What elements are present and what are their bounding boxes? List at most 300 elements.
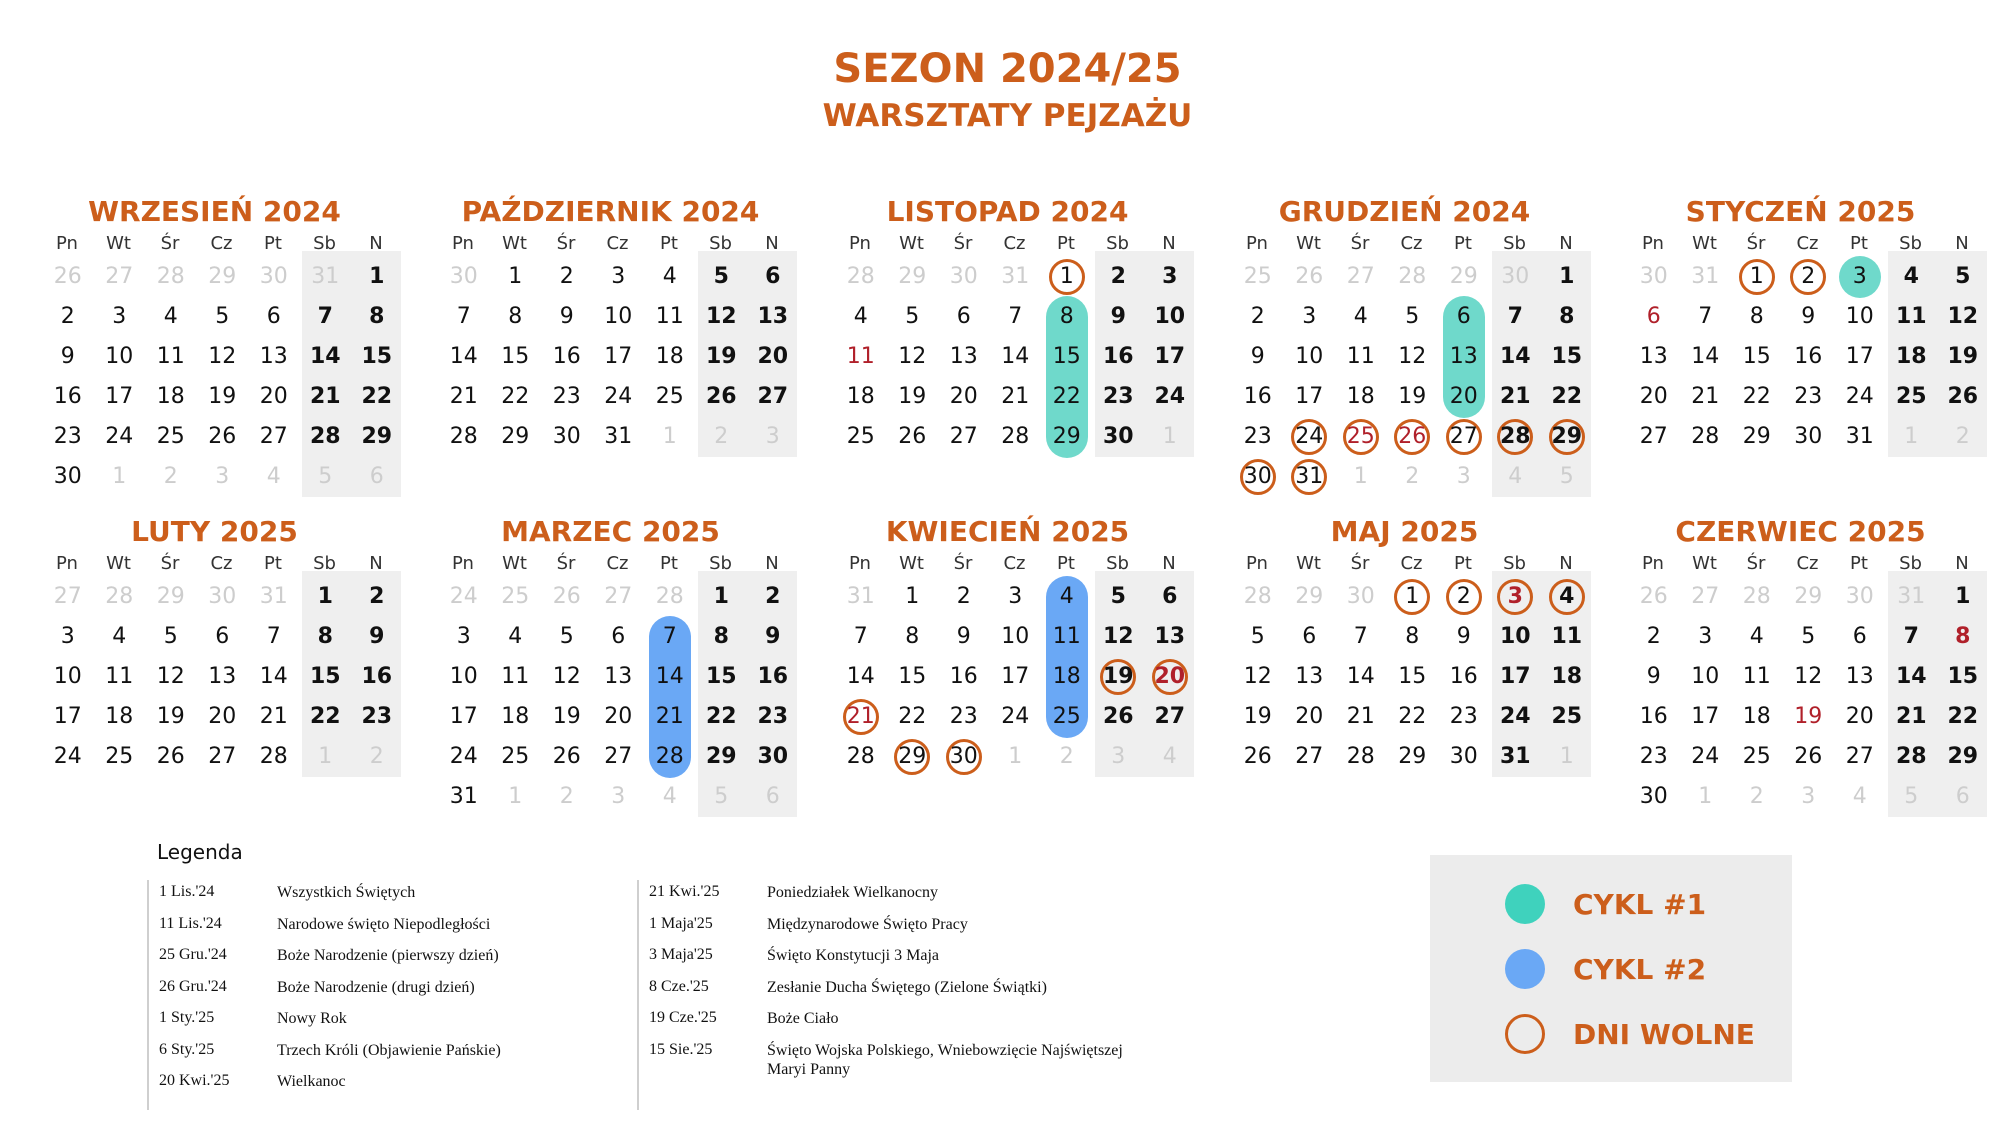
day-cell[interactable]: 24: [1154, 384, 1186, 409]
day-cell[interactable]: 8: [1405, 624, 1420, 649]
day-cell[interactable]: 25: [1243, 264, 1272, 289]
day-cell[interactable]: 17: [105, 384, 134, 409]
day-cell[interactable]: 4: [662, 784, 677, 809]
day-cell[interactable]: 28: [846, 744, 875, 769]
day-cell[interactable]: 18: [1742, 704, 1771, 729]
day-cell[interactable]: 10: [1845, 304, 1874, 329]
day-cell[interactable]: 1: [318, 744, 333, 769]
day-cell[interactable]: 21: [1001, 384, 1030, 409]
day-cell[interactable]: 31: [259, 584, 288, 609]
day-cell[interactable]: 21: [1691, 384, 1720, 409]
day-cell[interactable]: 8: [905, 624, 920, 649]
day-cell[interactable]: 1: [1698, 784, 1713, 809]
day-cell[interactable]: 2: [1110, 264, 1126, 289]
day-cell[interactable]: 16: [361, 664, 393, 689]
day-cell[interactable]: 1: [508, 264, 523, 289]
day-cell[interactable]: 27: [259, 424, 288, 449]
day-cell[interactable]: 6: [1302, 624, 1317, 649]
day-cell[interactable]: 6: [611, 624, 626, 649]
day-cell[interactable]: 2: [1646, 624, 1661, 649]
day-cell[interactable]: 30: [53, 464, 82, 489]
day-cell[interactable]: 28: [105, 584, 134, 609]
day-cell[interactable]: 27: [1449, 424, 1478, 449]
day-cell[interactable]: 16: [53, 384, 82, 409]
day-cell[interactable]: 10: [1001, 624, 1030, 649]
day-cell[interactable]: 21: [309, 384, 341, 409]
day-cell[interactable]: 1: [713, 584, 729, 609]
day-cell[interactable]: 30: [757, 744, 789, 769]
day-cell[interactable]: 20: [757, 344, 789, 369]
day-cell[interactable]: 26: [1102, 704, 1134, 729]
day-cell[interactable]: 18: [1551, 664, 1583, 689]
day-cell[interactable]: 6: [1852, 624, 1867, 649]
day-cell[interactable]: 18: [655, 344, 684, 369]
day-cell[interactable]: 4: [1162, 744, 1177, 769]
day-cell[interactable]: 22: [1742, 384, 1771, 409]
day-cell[interactable]: 22: [1947, 704, 1979, 729]
day-cell[interactable]: 6: [765, 264, 781, 289]
day-cell[interactable]: 1: [1955, 584, 1971, 609]
day-cell[interactable]: 20: [949, 384, 978, 409]
day-cell[interactable]: 15: [309, 664, 341, 689]
day-cell[interactable]: 16: [757, 664, 789, 689]
day-cell[interactable]: 28: [309, 424, 341, 449]
day-cell[interactable]: 23: [757, 704, 789, 729]
day-cell[interactable]: 19: [1794, 704, 1823, 729]
day-cell[interactable]: 23: [53, 424, 82, 449]
day-cell[interactable]: 26: [552, 744, 581, 769]
day-cell[interactable]: 6: [956, 304, 971, 329]
day-cell[interactable]: 20: [208, 704, 237, 729]
day-cell[interactable]: 26: [53, 264, 82, 289]
day-cell[interactable]: 2: [1059, 744, 1074, 769]
day-cell[interactable]: 7: [1698, 304, 1713, 329]
day-cell[interactable]: 14: [1346, 664, 1375, 689]
day-cell[interactable]: 20: [1449, 384, 1478, 409]
day-cell[interactable]: 5: [215, 304, 230, 329]
day-cell[interactable]: 3: [1008, 584, 1023, 609]
day-cell[interactable]: 11: [1895, 304, 1927, 329]
day-cell[interactable]: 30: [949, 264, 978, 289]
day-cell[interactable]: 25: [655, 384, 684, 409]
day-cell[interactable]: 30: [1794, 424, 1823, 449]
day-cell[interactable]: 23: [1639, 744, 1668, 769]
day-cell[interactable]: 26: [1639, 584, 1668, 609]
day-cell[interactable]: 6: [1646, 304, 1661, 329]
day-cell[interactable]: 11: [1551, 624, 1583, 649]
day-cell[interactable]: 10: [1154, 304, 1186, 329]
day-cell[interactable]: 12: [552, 664, 581, 689]
day-cell[interactable]: 19: [552, 704, 581, 729]
day-cell[interactable]: 17: [449, 704, 478, 729]
day-cell[interactable]: 21: [1346, 704, 1375, 729]
day-cell[interactable]: 15: [1947, 664, 1979, 689]
day-cell[interactable]: 12: [1794, 664, 1823, 689]
day-cell[interactable]: 12: [705, 304, 737, 329]
day-cell[interactable]: 22: [361, 384, 393, 409]
day-cell[interactable]: 19: [156, 704, 185, 729]
day-cell[interactable]: 21: [1895, 704, 1927, 729]
day-cell[interactable]: 1: [1559, 264, 1575, 289]
day-cell[interactable]: 1: [905, 584, 920, 609]
day-cell[interactable]: 25: [501, 584, 530, 609]
day-cell[interactable]: 2: [1456, 584, 1471, 609]
day-cell[interactable]: 18: [1052, 664, 1081, 689]
day-cell[interactable]: 30: [1449, 744, 1478, 769]
day-cell[interactable]: 4: [1749, 624, 1764, 649]
day-cell[interactable]: 2: [1955, 424, 1970, 449]
day-cell[interactable]: 8: [713, 624, 729, 649]
day-cell[interactable]: 18: [1346, 384, 1375, 409]
day-cell[interactable]: 29: [501, 424, 530, 449]
day-cell[interactable]: 8: [369, 304, 385, 329]
day-cell[interactable]: 25: [1346, 424, 1375, 449]
day-cell[interactable]: 28: [655, 584, 684, 609]
day-cell[interactable]: 5: [1110, 584, 1126, 609]
day-cell[interactable]: 9: [369, 624, 385, 649]
day-cell[interactable]: 27: [105, 264, 134, 289]
day-cell[interactable]: 13: [949, 344, 978, 369]
day-cell[interactable]: 9: [1110, 304, 1126, 329]
day-cell[interactable]: 25: [1742, 744, 1771, 769]
day-cell[interactable]: 20: [1639, 384, 1668, 409]
day-cell[interactable]: 16: [1243, 384, 1272, 409]
day-cell[interactable]: 5: [1801, 624, 1816, 649]
day-cell[interactable]: 25: [1895, 384, 1927, 409]
day-cell[interactable]: 7: [456, 304, 471, 329]
day-cell[interactable]: 28: [1895, 744, 1927, 769]
day-cell[interactable]: 22: [898, 704, 927, 729]
day-cell[interactable]: 26: [1794, 744, 1823, 769]
day-cell[interactable]: 4: [1559, 584, 1575, 609]
day-cell[interactable]: 16: [552, 344, 581, 369]
day-cell[interactable]: 28: [846, 264, 875, 289]
day-cell[interactable]: 10: [1691, 664, 1720, 689]
day-cell[interactable]: 30: [1243, 464, 1272, 489]
day-cell[interactable]: 20: [1295, 704, 1324, 729]
day-cell[interactable]: 5: [1955, 264, 1971, 289]
day-cell[interactable]: 17: [604, 344, 633, 369]
day-cell[interactable]: 2: [369, 744, 384, 769]
day-cell[interactable]: 14: [1499, 344, 1531, 369]
day-cell[interactable]: 17: [1295, 384, 1324, 409]
day-cell[interactable]: 11: [156, 344, 185, 369]
day-cell[interactable]: 15: [361, 344, 393, 369]
day-cell[interactable]: 29: [898, 264, 927, 289]
day-cell[interactable]: 3: [611, 264, 626, 289]
day-cell[interactable]: 1: [1059, 264, 1074, 289]
day-cell[interactable]: 6: [1456, 304, 1471, 329]
day-cell[interactable]: 26: [1947, 384, 1979, 409]
day-cell[interactable]: 1: [1353, 464, 1368, 489]
day-cell[interactable]: 5: [714, 784, 729, 809]
day-cell[interactable]: 12: [1947, 304, 1979, 329]
day-cell[interactable]: 21: [449, 384, 478, 409]
day-cell[interactable]: 28: [1346, 744, 1375, 769]
day-cell[interactable]: 26: [898, 424, 927, 449]
day-cell[interactable]: 1: [1405, 584, 1420, 609]
day-cell[interactable]: 10: [1499, 624, 1531, 649]
day-cell[interactable]: 1: [508, 784, 523, 809]
day-cell[interactable]: 18: [1895, 344, 1927, 369]
day-cell[interactable]: 7: [853, 624, 868, 649]
day-cell[interactable]: 30: [1845, 584, 1874, 609]
day-cell[interactable]: 7: [266, 624, 281, 649]
day-cell[interactable]: 30: [259, 264, 288, 289]
day-cell[interactable]: 8: [1955, 624, 1971, 649]
day-cell[interactable]: 27: [949, 424, 978, 449]
day-cell[interactable]: 16: [1449, 664, 1478, 689]
day-cell[interactable]: 31: [1499, 744, 1531, 769]
day-cell[interactable]: 19: [1398, 384, 1427, 409]
day-cell[interactable]: 29: [1398, 744, 1427, 769]
day-cell[interactable]: 27: [1295, 744, 1324, 769]
day-cell[interactable]: 25: [1052, 704, 1081, 729]
day-cell[interactable]: 28: [1742, 584, 1771, 609]
day-cell[interactable]: 22: [1398, 704, 1427, 729]
day-cell[interactable]: 3: [112, 304, 127, 329]
day-cell[interactable]: 1: [1559, 744, 1574, 769]
day-cell[interactable]: 29: [1947, 744, 1979, 769]
day-cell[interactable]: 13: [1295, 664, 1324, 689]
day-cell[interactable]: 12: [898, 344, 927, 369]
day-cell[interactable]: 27: [208, 744, 237, 769]
day-cell[interactable]: 10: [604, 304, 633, 329]
day-cell[interactable]: 2: [559, 264, 574, 289]
day-cell[interactable]: 28: [1499, 424, 1531, 449]
day-cell[interactable]: 2: [1749, 784, 1764, 809]
day-cell[interactable]: 2: [1250, 304, 1265, 329]
day-cell[interactable]: 16: [1102, 344, 1134, 369]
day-cell[interactable]: 25: [846, 424, 875, 449]
day-cell[interactable]: 16: [949, 664, 978, 689]
day-cell[interactable]: 20: [604, 704, 633, 729]
day-cell[interactable]: 9: [1646, 664, 1661, 689]
day-cell[interactable]: 3: [1507, 584, 1523, 609]
day-cell[interactable]: 30: [1346, 584, 1375, 609]
day-cell[interactable]: 4: [853, 304, 868, 329]
day-cell[interactable]: 27: [1154, 704, 1186, 729]
day-cell[interactable]: 3: [215, 464, 230, 489]
day-cell[interactable]: 11: [501, 664, 530, 689]
day-cell[interactable]: 27: [1346, 264, 1375, 289]
day-cell[interactable]: 4: [1508, 464, 1523, 489]
day-cell[interactable]: 2: [559, 784, 574, 809]
day-cell[interactable]: 13: [604, 664, 633, 689]
day-cell[interactable]: 1: [112, 464, 127, 489]
day-cell[interactable]: 8: [1559, 304, 1575, 329]
day-cell[interactable]: 18: [501, 704, 530, 729]
day-cell[interactable]: 19: [1243, 704, 1272, 729]
day-cell[interactable]: 21: [655, 704, 684, 729]
day-cell[interactable]: 11: [1742, 664, 1771, 689]
day-cell[interactable]: 24: [105, 424, 134, 449]
day-cell[interactable]: 30: [449, 264, 478, 289]
day-cell[interactable]: 9: [60, 344, 75, 369]
day-cell[interactable]: 13: [208, 664, 237, 689]
day-cell[interactable]: 28: [1398, 264, 1427, 289]
day-cell[interactable]: 21: [846, 704, 875, 729]
day-cell[interactable]: 4: [163, 304, 178, 329]
day-cell[interactable]: 28: [449, 424, 478, 449]
day-cell[interactable]: 23: [1794, 384, 1823, 409]
day-cell[interactable]: 26: [208, 424, 237, 449]
day-cell[interactable]: 14: [259, 664, 288, 689]
day-cell[interactable]: 24: [1845, 384, 1874, 409]
day-cell[interactable]: 4: [1852, 784, 1867, 809]
day-cell[interactable]: 4: [1903, 264, 1919, 289]
day-cell[interactable]: 27: [1845, 744, 1874, 769]
day-cell[interactable]: 19: [1102, 664, 1134, 689]
day-cell[interactable]: 30: [1102, 424, 1134, 449]
day-cell[interactable]: 28: [1243, 584, 1272, 609]
day-cell[interactable]: 30: [1639, 784, 1668, 809]
day-cell[interactable]: 30: [949, 744, 978, 769]
day-cell[interactable]: 6: [765, 784, 780, 809]
day-cell[interactable]: 13: [757, 304, 789, 329]
day-cell[interactable]: 26: [1243, 744, 1272, 769]
day-cell[interactable]: 6: [266, 304, 281, 329]
day-cell[interactable]: 2: [1801, 264, 1816, 289]
day-cell[interactable]: 7: [1353, 624, 1368, 649]
day-cell[interactable]: 27: [1639, 424, 1668, 449]
day-cell[interactable]: 7: [317, 304, 333, 329]
day-cell[interactable]: 1: [1904, 424, 1919, 449]
day-cell[interactable]: 5: [559, 624, 574, 649]
day-cell[interactable]: 7: [1008, 304, 1023, 329]
day-cell[interactable]: 16: [1794, 344, 1823, 369]
day-cell[interactable]: 3: [1801, 784, 1816, 809]
day-cell[interactable]: 28: [1001, 424, 1030, 449]
day-cell[interactable]: 19: [1947, 344, 1979, 369]
day-cell[interactable]: 25: [156, 424, 185, 449]
day-cell[interactable]: 28: [1691, 424, 1720, 449]
day-cell[interactable]: 26: [1295, 264, 1324, 289]
day-cell[interactable]: 26: [705, 384, 737, 409]
day-cell[interactable]: 9: [765, 624, 781, 649]
day-cell[interactable]: 14: [846, 664, 875, 689]
day-cell[interactable]: 25: [501, 744, 530, 769]
day-cell[interactable]: 29: [1449, 264, 1478, 289]
day-cell[interactable]: 1: [369, 264, 385, 289]
day-cell[interactable]: 15: [1052, 344, 1081, 369]
day-cell[interactable]: 23: [1243, 424, 1272, 449]
day-cell[interactable]: 4: [1059, 584, 1074, 609]
day-cell[interactable]: 31: [1691, 264, 1720, 289]
day-cell[interactable]: 1: [1749, 264, 1764, 289]
day-cell[interactable]: 17: [1845, 344, 1874, 369]
day-cell[interactable]: 29: [208, 264, 237, 289]
day-cell[interactable]: 16: [1639, 704, 1668, 729]
day-cell[interactable]: 13: [259, 344, 288, 369]
day-cell[interactable]: 15: [898, 664, 927, 689]
day-cell[interactable]: 9: [1250, 344, 1265, 369]
day-cell[interactable]: 2: [60, 304, 75, 329]
day-cell[interactable]: 24: [1295, 424, 1324, 449]
day-cell[interactable]: 15: [1742, 344, 1771, 369]
day-cell[interactable]: 7: [662, 624, 677, 649]
day-cell[interactable]: 22: [309, 704, 341, 729]
day-cell[interactable]: 28: [156, 264, 185, 289]
day-cell[interactable]: 13: [1845, 664, 1874, 689]
day-cell[interactable]: 3: [1162, 264, 1178, 289]
day-cell[interactable]: 15: [1398, 664, 1427, 689]
day-cell[interactable]: 14: [309, 344, 341, 369]
day-cell[interactable]: 2: [956, 584, 971, 609]
day-cell[interactable]: 11: [846, 344, 875, 369]
day-cell[interactable]: 4: [266, 464, 281, 489]
day-cell[interactable]: 11: [1346, 344, 1375, 369]
day-cell[interactable]: 24: [1499, 704, 1531, 729]
day-cell[interactable]: 24: [53, 744, 82, 769]
day-cell[interactable]: 10: [1295, 344, 1324, 369]
day-cell[interactable]: 11: [105, 664, 134, 689]
day-cell[interactable]: 6: [369, 464, 384, 489]
day-cell[interactable]: 18: [156, 384, 185, 409]
day-cell[interactable]: 20: [259, 384, 288, 409]
day-cell[interactable]: 4: [1353, 304, 1368, 329]
day-cell[interactable]: 2: [369, 584, 385, 609]
day-cell[interactable]: 23: [949, 704, 978, 729]
day-cell[interactable]: 15: [705, 664, 737, 689]
day-cell[interactable]: 21: [259, 704, 288, 729]
day-cell[interactable]: 9: [956, 624, 971, 649]
day-cell[interactable]: 3: [611, 784, 626, 809]
day-cell[interactable]: 31: [604, 424, 633, 449]
day-cell[interactable]: 5: [318, 464, 333, 489]
day-cell[interactable]: 14: [655, 664, 684, 689]
day-cell[interactable]: 17: [1001, 664, 1030, 689]
day-cell[interactable]: 31: [1295, 464, 1324, 489]
day-cell[interactable]: 31: [846, 584, 875, 609]
day-cell[interactable]: 29: [1551, 424, 1583, 449]
day-cell[interactable]: 1: [662, 424, 677, 449]
day-cell[interactable]: 12: [1243, 664, 1272, 689]
day-cell[interactable]: 23: [552, 384, 581, 409]
day-cell[interactable]: 6: [215, 624, 230, 649]
day-cell[interactable]: 5: [1904, 784, 1919, 809]
day-cell[interactable]: 28: [655, 744, 684, 769]
day-cell[interactable]: 29: [1742, 424, 1771, 449]
day-cell[interactable]: 23: [1102, 384, 1134, 409]
day-cell[interactable]: 31: [1845, 424, 1874, 449]
day-cell[interactable]: 27: [1691, 584, 1720, 609]
day-cell[interactable]: 26: [552, 584, 581, 609]
day-cell[interactable]: 22: [1551, 384, 1583, 409]
day-cell[interactable]: 7: [1903, 624, 1919, 649]
day-cell[interactable]: 20: [1845, 704, 1874, 729]
day-cell[interactable]: 25: [1551, 704, 1583, 729]
day-cell[interactable]: 21: [1499, 384, 1531, 409]
day-cell[interactable]: 29: [361, 424, 393, 449]
day-cell[interactable]: 25: [105, 744, 134, 769]
day-cell[interactable]: 29: [1295, 584, 1324, 609]
day-cell[interactable]: 22: [501, 384, 530, 409]
day-cell[interactable]: 5: [1559, 464, 1574, 489]
day-cell[interactable]: 2: [1405, 464, 1420, 489]
day-cell[interactable]: 6: [1955, 784, 1970, 809]
day-cell[interactable]: 14: [1001, 344, 1030, 369]
day-cell[interactable]: 5: [1250, 624, 1265, 649]
day-cell[interactable]: 3: [1698, 624, 1713, 649]
day-cell[interactable]: 14: [1691, 344, 1720, 369]
day-cell[interactable]: 10: [53, 664, 82, 689]
day-cell[interactable]: 17: [1691, 704, 1720, 729]
day-cell[interactable]: 7: [1507, 304, 1523, 329]
day-cell[interactable]: 27: [53, 584, 82, 609]
day-cell[interactable]: 8: [508, 304, 523, 329]
day-cell[interactable]: 10: [105, 344, 134, 369]
